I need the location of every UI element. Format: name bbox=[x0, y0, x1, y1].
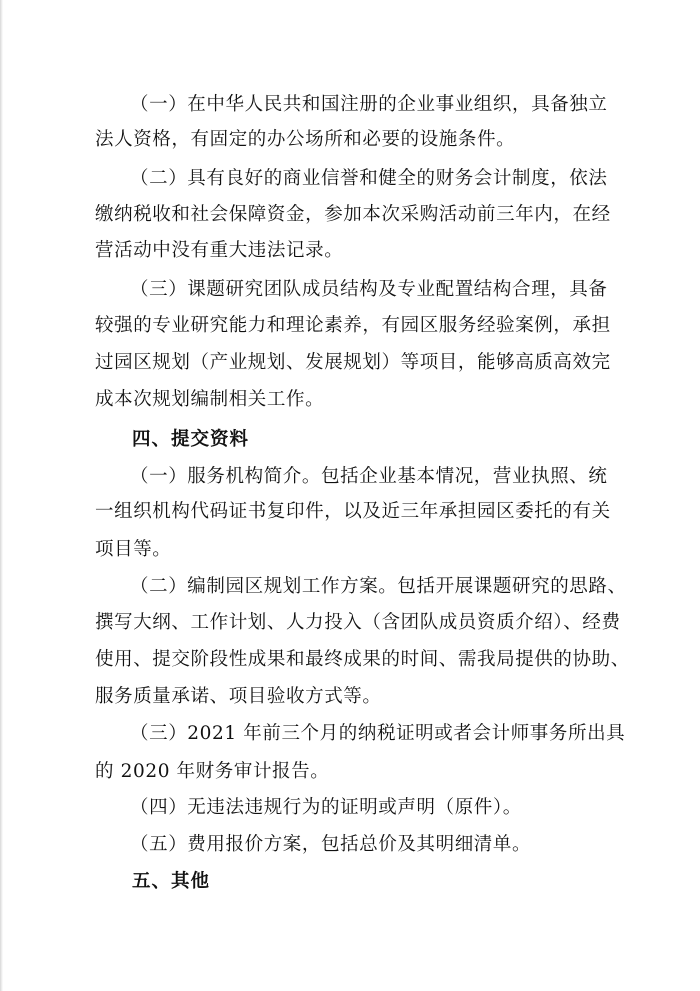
paragraph-3-line-1: （三）课题研究团队成员结构及专业配置结构合理，具备 bbox=[130, 279, 608, 300]
paragraph-4-line-3: 项目等。 bbox=[95, 539, 172, 560]
paragraph-5-line-1: （二）编制园区规划工作方案。包括开展课题研究的思路、 bbox=[130, 576, 627, 597]
paragraph-8-line-1: （五）费用报价方案，包括总价及其明细清单。 bbox=[130, 834, 532, 855]
paragraph-2-line-3: 营活动中没有重大违法记录。 bbox=[95, 240, 344, 261]
paragraph-2-line-2: 缴纳税收和社会保障资金，参加本次采购活动前三年内，在经 bbox=[95, 204, 611, 225]
paragraph-5-line-3: 使用、提交阶段性成果和最终成果的时间、需我局提供的协助、 bbox=[95, 649, 630, 670]
scan-edge bbox=[0, 0, 3, 991]
paragraph-3-line-2: 较强的专业研究能力和理论素养，有园区服务经验案例，承担 bbox=[95, 315, 611, 336]
paragraph-4-line-2: 一组织机构代码证书复印件，以及近三年承担园区委托的有关 bbox=[95, 501, 611, 522]
paragraph-3-line-4: 成本次规划编制相关工作。 bbox=[95, 389, 325, 410]
paragraph-1-line-1: （一）在中华人民共和国注册的企业事业组织，具备独立 bbox=[130, 94, 608, 115]
paragraph-5-line-2: 撰写大纲、工作计划、人力投入（含团队成员资质介绍）、经费 bbox=[95, 612, 621, 633]
paragraph-1-line-2: 法人资格，有固定的办公场所和必要的设施条件。 bbox=[95, 129, 516, 150]
paragraph-5-line-4: 服务质量承诺、项目验收方式等。 bbox=[95, 686, 382, 707]
paragraph-4-line-1: （一）服务机构简介。包括企业基本情况，营业执照、统 bbox=[130, 466, 608, 487]
paragraph-3-line-3: 过园区规划（产业规划、发展规划）等项目，能够高质高效完 bbox=[95, 352, 611, 373]
paragraph-6-line-1: （三）2021 年前三个月的纳税证明或者会计师事务所出具 bbox=[130, 723, 626, 744]
paragraph-6-line-2: 的 2020 年财务审计报告。 bbox=[95, 761, 330, 782]
section-heading-5: 五、其他 bbox=[132, 871, 211, 892]
paragraph-2-line-1: （二）具有良好的商业信誉和健全的财务会计制度，依法 bbox=[130, 168, 608, 189]
paragraph-7-line-1: （四）无违法违规行为的证明或声明（原件）。 bbox=[130, 797, 522, 818]
section-heading-4: 四、提交资料 bbox=[132, 429, 250, 450]
